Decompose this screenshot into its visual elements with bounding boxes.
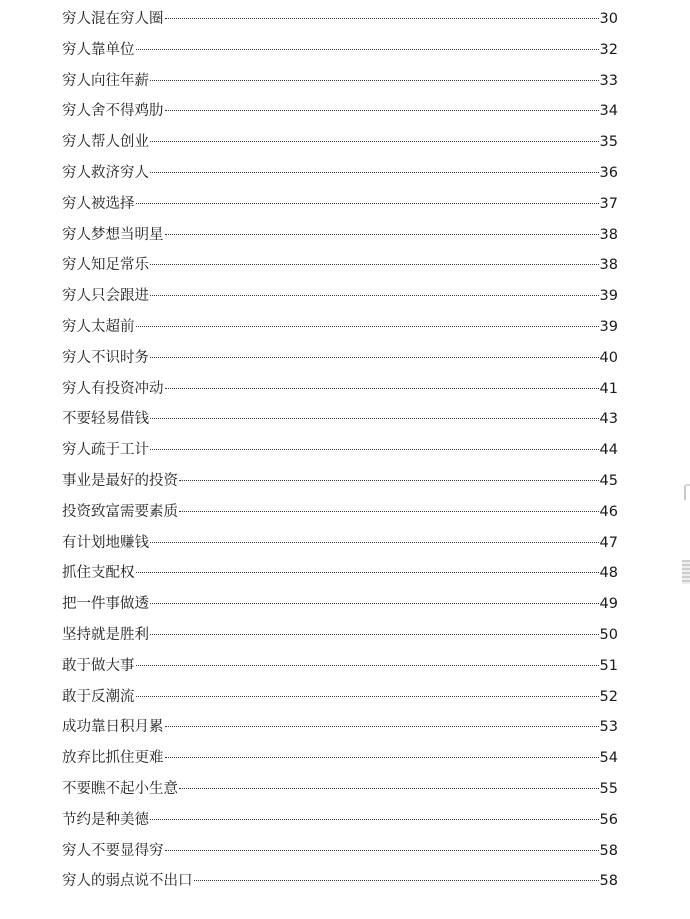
toc-entry[interactable] xyxy=(62,774,618,805)
toc-entry[interactable] xyxy=(62,836,618,867)
dot-leader xyxy=(150,357,599,358)
dot-leader xyxy=(150,80,599,81)
toc-entry-title: 成功靠日积月累 xyxy=(62,719,164,736)
toc-entry[interactable] xyxy=(62,35,618,66)
toc-entry-title: 节约是种美德 xyxy=(62,811,149,828)
toc-entry[interactable] xyxy=(62,66,618,97)
toc-entry-page: 40 xyxy=(599,349,618,366)
dot-leader xyxy=(150,418,599,419)
toc-entry-page: 58 xyxy=(599,873,618,890)
dot-leader xyxy=(150,819,599,820)
toc-entry[interactable] xyxy=(62,712,618,743)
toc-entry-page: 43 xyxy=(599,411,618,428)
dot-leader xyxy=(165,110,599,111)
toc-entry-page: 38 xyxy=(599,226,618,243)
toc-entry-page: 53 xyxy=(599,719,618,736)
dot-leader xyxy=(165,18,599,19)
dot-leader xyxy=(136,326,599,327)
toc-entry[interactable] xyxy=(62,866,618,897)
toc-entry[interactable] xyxy=(62,805,618,836)
toc-entry[interactable] xyxy=(62,4,618,35)
toc-entry-page: 32 xyxy=(599,41,618,58)
toc-entry[interactable] xyxy=(62,528,618,559)
dot-leader xyxy=(136,203,599,204)
toc-entry[interactable] xyxy=(62,466,618,497)
toc-entry-title: 敢于反潮流 xyxy=(62,688,135,705)
toc-entry[interactable] xyxy=(62,589,618,620)
toc-entry-title: 穷人疏于工计 xyxy=(62,442,149,459)
toc-entry-page: 56 xyxy=(599,811,618,828)
toc-entry-title: 穷人太超前 xyxy=(62,318,135,335)
toc-entry-page: 41 xyxy=(599,380,618,397)
toc-entry-title: 不要瞧不起小生意 xyxy=(62,780,178,797)
toc-entry-page: 39 xyxy=(599,318,618,335)
toc-entry-title: 穷人有投资冲动 xyxy=(62,380,164,397)
toc-entry-title: 穷人救济穷人 xyxy=(62,164,149,181)
toc-entry[interactable] xyxy=(62,343,618,374)
toc-entry-page: 36 xyxy=(599,164,618,181)
toc-entry[interactable] xyxy=(62,312,618,343)
toc-entry-title: 穷人不要显得穷 xyxy=(62,842,164,859)
toc-entry[interactable] xyxy=(62,558,618,589)
toc-entry-page: 52 xyxy=(599,688,618,705)
toc-entry-title: 穷人梦想当明星 xyxy=(62,226,164,243)
toc-entry-page: 55 xyxy=(599,780,618,797)
toc-entry-page: 46 xyxy=(599,503,618,520)
toc-entry-page: 45 xyxy=(599,472,618,489)
toc-entry-title: 坚持就是胜利 xyxy=(62,626,149,643)
toc-entry[interactable] xyxy=(62,620,618,651)
toc-entry[interactable] xyxy=(62,743,618,774)
toc-entry-page: 30 xyxy=(599,11,618,27)
toc-entry-title: 敢于做大事 xyxy=(62,657,135,674)
toc-entry-page: 38 xyxy=(599,257,618,274)
toc-entry[interactable] xyxy=(62,189,618,220)
toc-entry-title: 穷人被选择 xyxy=(62,195,135,212)
dot-leader xyxy=(179,511,599,512)
toc-entry-title: 穷人只会跟进 xyxy=(62,288,149,305)
toc-entry[interactable] xyxy=(62,497,618,528)
toc-entry-title: 不要轻易借钱 xyxy=(62,411,149,428)
dot-leader xyxy=(150,603,599,604)
toc-entry-title: 穷人帮人创业 xyxy=(62,134,149,151)
toc-entry-page: 39 xyxy=(599,288,618,305)
toc-entry-title: 穷人知足常乐 xyxy=(62,257,149,274)
toc-entry-page: 44 xyxy=(599,442,618,459)
toc-entry-title: 放弃比抓住更难 xyxy=(62,750,164,767)
toc-entry-title: 抓住支配权 xyxy=(62,565,135,582)
dot-leader xyxy=(165,850,599,851)
dot-leader xyxy=(150,295,599,296)
edge-scan-mark xyxy=(682,560,690,584)
dot-leader xyxy=(136,696,599,697)
toc-entry[interactable] xyxy=(62,127,618,158)
toc-entry-title: 穷人舍不得鸡肋 xyxy=(62,103,164,120)
edge-scan-mark xyxy=(684,484,690,500)
toc-entry-page: 37 xyxy=(599,195,618,212)
dot-leader xyxy=(194,880,599,881)
toc-entry[interactable] xyxy=(62,374,618,405)
toc-entry-page: 58 xyxy=(599,842,618,859)
dot-leader xyxy=(136,572,599,573)
dot-leader xyxy=(150,264,599,265)
dot-leader xyxy=(150,634,599,635)
toc-entry-title: 有计划地赚钱 xyxy=(62,534,149,551)
dot-leader xyxy=(136,665,599,666)
dot-leader xyxy=(136,49,599,50)
dot-leader xyxy=(165,234,599,235)
dot-leader xyxy=(150,172,599,173)
dot-leader xyxy=(179,788,599,789)
dot-leader xyxy=(150,449,599,450)
dot-leader xyxy=(179,480,599,481)
dot-leader xyxy=(150,141,599,142)
dot-leader xyxy=(150,542,599,543)
toc-entry-title: 把一件事做透 xyxy=(62,596,149,613)
toc-entry-title: 穷人的弱点说不出口 xyxy=(62,873,193,890)
toc-entry-page: 33 xyxy=(599,72,618,89)
toc-entry-page: 51 xyxy=(599,657,618,674)
toc-entry-page: 35 xyxy=(599,134,618,151)
toc-entry[interactable] xyxy=(62,220,618,251)
toc-entry-page: 54 xyxy=(599,750,618,767)
toc-entry[interactable] xyxy=(62,158,618,189)
toc-entry-title: 穷人不识时务 xyxy=(62,349,149,366)
dot-leader xyxy=(165,757,599,758)
toc-entry[interactable] xyxy=(62,281,618,312)
toc-entry-title: 投资致富需要素质 xyxy=(62,503,178,520)
table-of-contents xyxy=(62,4,618,897)
toc-entry[interactable] xyxy=(62,682,618,713)
dot-leader xyxy=(165,726,599,727)
toc-entry-page: 50 xyxy=(599,626,618,643)
toc-entry-page: 49 xyxy=(599,596,618,613)
toc-entry-page: 34 xyxy=(599,103,618,120)
toc-entry[interactable] xyxy=(62,96,618,127)
toc-entry-title: 穷人混在穷人圈 xyxy=(62,11,164,27)
toc-entry[interactable] xyxy=(62,404,618,435)
toc-entry[interactable] xyxy=(62,651,618,682)
toc-entry-title: 穷人向往年薪 xyxy=(62,72,149,89)
toc-entry-title: 穷人靠单位 xyxy=(62,41,135,58)
toc-entry[interactable] xyxy=(62,435,618,466)
toc-entry-page: 48 xyxy=(599,565,618,582)
toc-entry-page: 47 xyxy=(599,534,618,551)
dot-leader xyxy=(165,388,599,389)
toc-entry-title: 事业是最好的投资 xyxy=(62,472,178,489)
toc-entry[interactable] xyxy=(62,250,618,281)
